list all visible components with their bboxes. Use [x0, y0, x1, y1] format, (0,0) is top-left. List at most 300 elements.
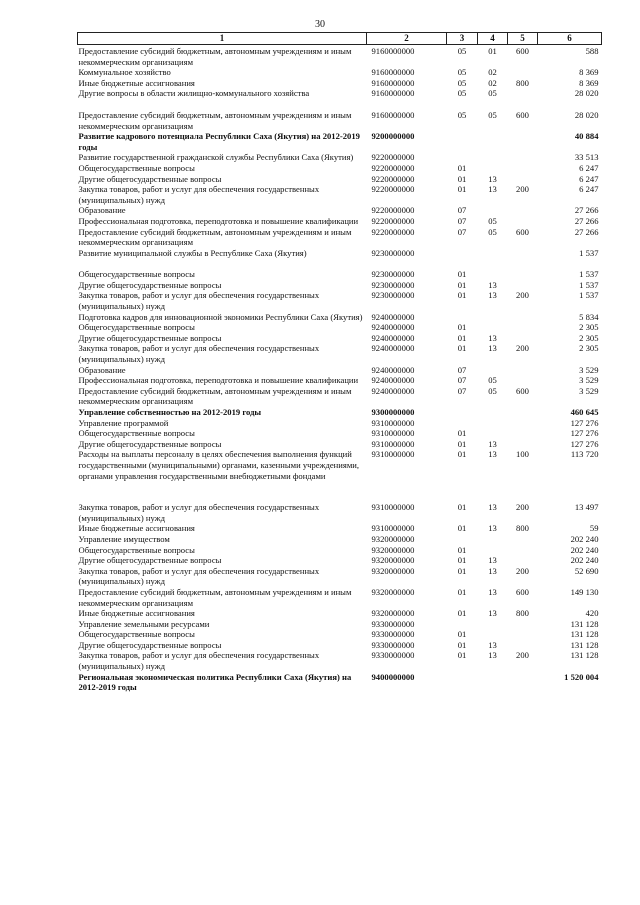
row-expense-type: [508, 322, 538, 333]
row-code: 9160000000: [371, 46, 415, 56]
row-section: 01: [457, 586, 467, 597]
row-name: Развитие кадрового потенциала Республики Саха (Якутия) на 2012-2019 годы: [78, 131, 360, 152]
row-name: Другие общегосударственные вопросы: [78, 438, 222, 449]
row-section: 01: [457, 162, 467, 173]
row-amount: 27 266: [574, 215, 599, 226]
row-subsection: 13: [488, 184, 497, 195]
row-amount: 2 305: [579, 332, 599, 343]
budget-table: [77, 32, 602, 693]
row-expense-type: [508, 333, 538, 344]
table-row: [78, 216, 602, 227]
row-section: [447, 312, 478, 323]
row-name: Развитие муниципальной службы в Республике Саха (Якутия): [78, 247, 307, 258]
row-expense-type: 200: [516, 650, 529, 661]
table-row: [78, 322, 602, 333]
row-amount: 3 529: [579, 364, 599, 375]
row-amount: 13 497: [574, 502, 599, 513]
row-subsection: 02: [488, 67, 497, 78]
row-code: 9230000000: [371, 269, 415, 280]
row-amount: 131 128: [570, 639, 599, 650]
row-amount: 588: [585, 46, 599, 56]
row-subsection: [478, 672, 508, 693]
table-row: [78, 566, 602, 587]
row-section: 05: [457, 77, 467, 88]
row-section: 01: [457, 639, 467, 650]
row-amount: 33 513: [574, 152, 599, 163]
row-subsection: [478, 163, 508, 174]
table-row: [78, 312, 602, 323]
row-expense-type: [508, 439, 538, 450]
row-expense-type: [508, 131, 538, 152]
row-section: [447, 152, 478, 163]
page-number: 30: [315, 19, 325, 30]
row-code: 9220000000: [371, 173, 415, 184]
row-amount: 1 537: [579, 247, 599, 258]
row-expense-type: [508, 428, 538, 439]
row-section: 01: [457, 332, 467, 343]
row-expense-type: [508, 163, 538, 174]
row-code: 9220000000: [371, 205, 415, 216]
row-section: 01: [457, 629, 467, 640]
row-name: Общегосударственные вопросы: [78, 428, 195, 439]
table-row: [78, 78, 602, 89]
row-subsection: 13: [488, 523, 497, 534]
row-name: Общегосударственные вопросы: [78, 322, 195, 333]
row-expense-type: 100: [516, 449, 529, 460]
row-name: Другие общегосударственные вопросы: [78, 279, 222, 290]
row-section: [447, 248, 478, 259]
row-amount: 127 276: [570, 417, 599, 428]
row-section: 07: [457, 205, 467, 216]
row-code: 9310000000: [371, 428, 415, 439]
row-code: 9200000000: [371, 131, 415, 142]
row-code: 9160000000: [371, 109, 415, 120]
row-name: Образование: [78, 364, 126, 375]
table-row: [78, 227, 602, 248]
row-amount: 27 266: [574, 205, 599, 216]
row-expense-type: [508, 67, 538, 78]
row-expense-type: [508, 545, 538, 556]
row-code: 9240000000: [371, 332, 415, 343]
row-subsection: [478, 269, 508, 280]
row-expense-type: [508, 248, 538, 259]
row-name: Управление программой: [78, 417, 169, 428]
row-subsection: [478, 205, 508, 216]
row-amount: 5 834: [579, 311, 599, 322]
row-amount: 202 240: [570, 544, 599, 555]
row-name: Иные бюджетные ассигнования: [78, 608, 195, 619]
row-section: [447, 407, 478, 418]
row-section: [447, 418, 478, 429]
table-row: [78, 269, 602, 280]
table-row: [78, 248, 602, 259]
table-row: [78, 502, 602, 523]
table-row: [78, 629, 602, 640]
table-row: [78, 640, 602, 651]
row-expense-type: [508, 619, 538, 630]
row-name: Иные бюджетные ассигнования: [78, 77, 195, 88]
col-header-name: 1: [78, 33, 367, 45]
table-row: [78, 418, 602, 429]
col-header-section: 3: [447, 33, 478, 45]
row-name: Общегосударственные вопросы: [78, 162, 195, 173]
row-name: Общегосударственные вопросы: [78, 629, 195, 640]
row-section: [447, 672, 478, 693]
row-amount: 1 537: [579, 269, 599, 280]
row-section: 01: [457, 555, 467, 566]
table-row: [78, 449, 602, 481]
row-name: Другие общегосударственные вопросы: [78, 555, 222, 566]
table-row: [78, 88, 602, 99]
col-header-subsection: 4: [478, 33, 508, 45]
table-row: [78, 534, 602, 545]
row-code: 9240000000: [371, 311, 415, 322]
row-subsection: 05: [488, 109, 497, 120]
row-name: Закупка товаров, работ и услуг для обеспечения государственных (муниципальных) нужд: [78, 290, 320, 312]
row-expense-type: 200: [516, 565, 529, 576]
row-subsection: [478, 418, 508, 429]
row-subsection: 05: [488, 88, 497, 99]
row-amount: 28 020: [574, 88, 599, 99]
spacer-row: [78, 99, 602, 110]
table-row: [78, 163, 602, 174]
row-code: 9310000000: [371, 438, 415, 449]
row-code: 9310000000: [371, 417, 415, 428]
row-name: Управление земельными ресурсами: [78, 618, 210, 629]
row-section: 01: [457, 650, 467, 661]
row-expense-type: 800: [516, 523, 529, 534]
row-subsection: [478, 312, 508, 323]
table-row: [78, 333, 602, 344]
row-expense-type: [508, 365, 538, 376]
row-section: 01: [457, 343, 467, 354]
row-section: 07: [457, 385, 467, 396]
row-subsection: 02: [488, 77, 497, 88]
row-name: Другие общегосударственные вопросы: [78, 173, 222, 184]
row-code: 9330000000: [371, 650, 415, 661]
row-name: Другие общегосударственные вопросы: [78, 332, 222, 343]
table-row: [78, 407, 602, 418]
row-subsection: [478, 629, 508, 640]
row-amount: 6 247: [579, 173, 599, 184]
row-code: 9240000000: [371, 385, 415, 396]
row-amount: 127 276: [570, 428, 599, 439]
row-subsection: 13: [488, 332, 497, 343]
row-expense-type: [508, 375, 538, 386]
row-expense-type: [508, 216, 538, 227]
row-amount: 8 369: [579, 67, 599, 78]
row-section: 01: [457, 565, 467, 576]
row-expense-type: [508, 88, 538, 99]
spacer-cell: [78, 258, 602, 269]
row-name: Региональная экономическая политика Республики Саха (Якутия) на 2012-2019 годы: [78, 671, 352, 693]
row-code: 9310000000: [371, 449, 415, 460]
row-amount: 27 266: [574, 226, 599, 237]
table-row: [78, 343, 602, 364]
row-code: 9220000000: [371, 162, 415, 173]
row-code: 9220000000: [371, 226, 415, 237]
row-amount: 1 537: [579, 279, 599, 290]
row-name: Предоставление субсидий бюджетным, автономным учреждениям и иным некоммерческим организациям: [78, 226, 352, 248]
col-header-amount: 6: [538, 33, 602, 45]
row-name: Профессиональная подготовка, переподготовка и повышение квалификации: [78, 375, 359, 386]
row-amount: 8 369: [579, 77, 599, 88]
header-row: [78, 33, 602, 45]
row-code: 9230000000: [371, 290, 415, 301]
row-name: Другие вопросы в области жилищно-коммунального хозяйства: [78, 88, 310, 99]
row-code: 9220000000: [371, 184, 415, 195]
row-code: 9330000000: [371, 629, 415, 640]
table-row: [78, 672, 602, 693]
table-row: [78, 131, 602, 152]
row-expense-type: [508, 152, 538, 163]
row-amount: 3 529: [579, 385, 599, 396]
row-code: 9160000000: [371, 67, 415, 78]
row-expense-type: 600: [516, 586, 529, 597]
row-code: 9330000000: [371, 639, 415, 650]
spacer-row: [78, 258, 602, 269]
table-row: [78, 184, 602, 205]
row-amount: 28 020: [574, 109, 599, 120]
row-code: 9320000000: [371, 555, 415, 566]
row-code: 9330000000: [371, 618, 415, 629]
row-expense-type: [508, 672, 538, 693]
row-code: 9310000000: [371, 502, 415, 513]
table-row: [78, 523, 602, 534]
row-code: 9240000000: [371, 343, 415, 354]
row-amount: 460 645: [570, 407, 599, 417]
table-row: [78, 290, 602, 311]
row-name: Развитие государственной гражданской службы Республики Саха (Якутия): [78, 152, 354, 163]
row-name: Закупка товаров, работ и услуг для обеспечения государственных (муниципальных) нужд: [78, 184, 320, 205]
row-code: 9220000000: [371, 215, 415, 226]
row-section: 07: [457, 375, 467, 386]
row-name: Закупка товаров, работ и услуг для обеспечения государственных (муниципальных) нужд: [78, 565, 320, 587]
row-expense-type: 600: [516, 46, 529, 56]
row-subsection: [478, 248, 508, 259]
row-section: [447, 619, 478, 630]
row-amount: 3 529: [579, 375, 599, 386]
row-subsection: 13: [488, 343, 497, 354]
row-section: 07: [457, 364, 467, 375]
row-amount: 202 240: [570, 555, 599, 566]
row-section: 05: [457, 88, 467, 99]
spacer-row: [78, 481, 602, 502]
row-amount: 131 128: [570, 629, 599, 640]
row-code: 9240000000: [371, 375, 415, 386]
table-row: [78, 67, 602, 78]
row-section: 01: [457, 449, 467, 460]
row-subsection: [478, 534, 508, 545]
row-amount: 131 128: [570, 618, 599, 629]
row-expense-type: 600: [516, 109, 529, 120]
row-amount: 40 884: [574, 131, 599, 142]
row-name: Коммунальное хозяйство: [78, 67, 171, 78]
row-expense-type: [508, 312, 538, 323]
row-code: 9400000000: [371, 671, 415, 682]
row-section: 01: [457, 523, 467, 534]
row-section: 01: [457, 184, 467, 195]
row-subsection: [478, 619, 508, 630]
row-expense-type: 200: [516, 502, 529, 513]
row-name: Предоставление субсидий бюджетным, автономным учреждениям и иным некоммерческим организациям: [78, 586, 352, 608]
row-code: 9320000000: [371, 565, 415, 576]
table-row: [78, 365, 602, 376]
row-code: 9310000000: [371, 523, 415, 534]
row-code: 9160000000: [371, 88, 415, 99]
row-subsection: [478, 428, 508, 439]
row-name: Закупка товаров, работ и услуг для обеспечения государственных (муниципальных) нужд: [78, 502, 320, 523]
row-expense-type: 800: [516, 608, 529, 619]
table-row: [78, 555, 602, 566]
table-row: [78, 45, 602, 68]
row-amount: 420: [585, 608, 599, 619]
row-expense-type: [508, 640, 538, 651]
table-row: [78, 174, 602, 185]
row-subsection: [478, 322, 508, 333]
row-section: 01: [457, 269, 467, 280]
row-code: 9240000000: [371, 364, 415, 375]
row-code: 9220000000: [371, 152, 415, 163]
row-section: 05: [457, 46, 467, 56]
row-subsection: [478, 365, 508, 376]
row-code: 9160000000: [371, 77, 415, 88]
row-amount: 131 128: [570, 650, 599, 661]
row-section: 01: [457, 279, 467, 290]
row-amount: 113 720: [570, 449, 599, 460]
row-subsection: 13: [488, 586, 497, 597]
table-row: [78, 386, 602, 407]
row-subsection: 13: [488, 449, 497, 460]
row-subsection: 13: [488, 608, 497, 619]
row-subsection: 13: [488, 639, 497, 650]
row-name: Управление имуществом: [78, 533, 170, 544]
row-amount: 6 247: [579, 162, 599, 173]
row-subsection: [478, 131, 508, 152]
row-name: Общегосударственные вопросы: [78, 544, 195, 555]
row-amount: 149 130: [570, 586, 599, 597]
row-subsection: 13: [488, 565, 497, 576]
row-expense-type: 200: [516, 290, 529, 301]
table-row: [78, 587, 602, 608]
row-name: Предоставление субсидий бюджетным, автономным учреждениям и иным некоммерческим организациям: [78, 46, 352, 67]
table-row: [78, 608, 602, 619]
row-expense-type: 800: [516, 77, 529, 88]
row-section: 05: [457, 67, 467, 78]
row-subsection: 13: [488, 290, 497, 301]
row-section: 01: [457, 290, 467, 301]
row-subsection: 13: [488, 279, 497, 290]
row-expense-type: 600: [516, 385, 529, 396]
row-subsection: 13: [488, 173, 497, 184]
table-row: [78, 545, 602, 556]
row-section: 01: [457, 608, 467, 619]
row-section: 05: [457, 109, 467, 120]
row-name: Управление собственностью на 2012-2019 годы: [78, 407, 262, 417]
row-amount: 202 240: [570, 533, 599, 544]
row-expense-type: [508, 269, 538, 280]
row-section: [447, 534, 478, 545]
row-section: 07: [457, 226, 467, 237]
row-name: Образование: [78, 205, 126, 216]
row-section: 01: [457, 544, 467, 555]
table-header: [78, 33, 602, 45]
row-name: Закупка товаров, работ и услуг для обеспечения государственных (муниципальных) нужд: [78, 650, 320, 672]
row-expense-type: 600: [516, 226, 529, 237]
table-row: [78, 152, 602, 163]
row-subsection: 13: [488, 438, 497, 449]
row-expense-type: [508, 205, 538, 216]
row-subsection: 05: [488, 226, 497, 237]
row-expense-type: [508, 174, 538, 185]
spacer-cell: [78, 481, 602, 502]
row-subsection: [478, 152, 508, 163]
table-row: [78, 650, 602, 671]
row-section: 07: [457, 215, 467, 226]
row-subsection: 13: [488, 502, 497, 513]
row-amount: 2 305: [579, 343, 599, 354]
row-name: Профессиональная подготовка, переподготовка и повышение квалификации: [78, 215, 359, 226]
row-code: 9320000000: [371, 544, 415, 555]
col-header-code: 2: [367, 33, 447, 45]
row-name: Закупка товаров, работ и услуг для обеспечения государственных (муниципальных) нужд: [78, 343, 320, 365]
table-row: [78, 280, 602, 291]
row-expense-type: [508, 280, 538, 291]
row-amount: 127 276: [570, 438, 599, 449]
row-expense-type: [508, 418, 538, 429]
row-expense-type: [508, 407, 538, 418]
row-section: 01: [457, 438, 467, 449]
row-name: Предоставление субсидий бюджетным, автономным учреждениям и иным некоммерческим организациям: [78, 109, 352, 131]
row-subsection: 13: [488, 650, 497, 661]
row-amount: 52 690: [574, 565, 599, 576]
row-name: Предоставление субсидий бюджетным, автономным учреждениям и иным некоммерческим организациям: [78, 385, 352, 407]
row-code: 9240000000: [371, 322, 415, 333]
row-amount: 2 305: [579, 322, 599, 333]
table-row: [78, 110, 602, 131]
row-subsection: 13: [488, 555, 497, 566]
row-expense-type: 200: [516, 184, 529, 195]
row-expense-type: 200: [516, 343, 529, 354]
row-code: 9320000000: [371, 608, 415, 619]
row-section: 01: [457, 502, 467, 513]
row-code: 9320000000: [371, 533, 415, 544]
row-expense-type: [508, 555, 538, 566]
table-row: [78, 439, 602, 450]
row-section: 01: [457, 428, 467, 439]
row-section: 01: [457, 173, 467, 184]
row-expense-type: [508, 629, 538, 640]
row-code: 9230000000: [371, 279, 415, 290]
spacer-cell: [78, 99, 602, 110]
row-subsection: 05: [488, 375, 497, 386]
row-amount: 1 537: [579, 290, 599, 301]
table-row: [78, 205, 602, 216]
row-subsection: [478, 407, 508, 418]
table-row: [78, 375, 602, 386]
row-expense-type: [508, 534, 538, 545]
row-section: 01: [457, 322, 467, 333]
table-row: [78, 619, 602, 630]
row-code: 9300000000: [371, 407, 415, 417]
row-code: 9320000000: [371, 586, 415, 597]
row-name: Подготовка кадров для инновационной экономики Республики Саха (Якутия): [78, 311, 363, 322]
row-subsection: 05: [488, 215, 497, 226]
row-subsection: [478, 545, 508, 556]
table-row: [78, 428, 602, 439]
row-code: 9230000000: [371, 247, 415, 258]
row-amount: 59: [589, 523, 599, 534]
